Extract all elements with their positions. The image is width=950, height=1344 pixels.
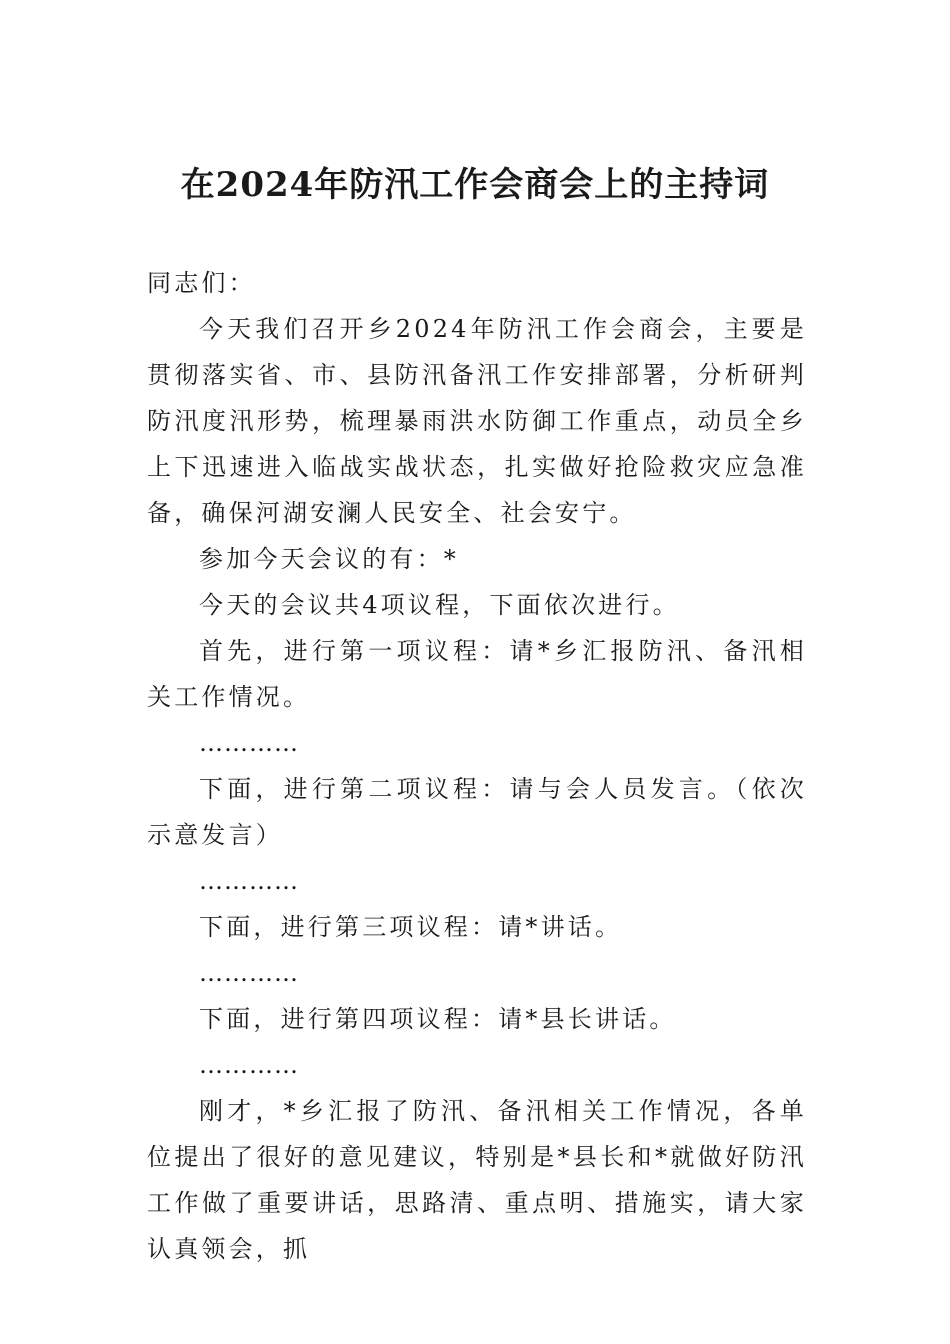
paragraph-agenda: 今天的会议共4项议程，下面依次进行。	[199, 591, 680, 619]
paragraph-item-1: 首先，进行第一项议程：请*乡汇报防汛、备汛相关工作情况。	[147, 637, 807, 711]
ellipsis: …………	[199, 959, 299, 987]
ellipsis: …………	[199, 1051, 299, 1079]
paragraph-intro: 今天我们召开乡2024年防汛工作会商会，主要是贯彻落实省、市、县防汛备汛工作安排部署，分析研判防汛度汛形势，梳理暴雨洪水防御工作重点，动员全乡上下迅速进入临战实战状态，扎实做好抢险救灾应急准备，确保河湖安澜人民安全、社会安宁。	[147, 315, 807, 527]
ellipsis: …………	[199, 867, 299, 895]
paragraph-item-4: 下面，进行第四项议程：请*县长讲话。	[199, 1005, 677, 1033]
paragraph-summary: 刚才，*乡汇报了防汛、备汛相关工作情况，各单位提出了很好的意见建议，特别是*县长和*就做好防汛工作做了重要讲话，思路清、重点明、措施实，请大家认真领会，抓	[147, 1097, 807, 1263]
salutation: 同志们：	[147, 269, 256, 297]
document-body	[147, 260, 807, 1272]
paragraph-item-2: 下面，进行第二项议程：请与会人员发言。（依次示意发言）	[147, 775, 807, 849]
paragraph-item-3: 下面，进行第三项议程：请*讲话。	[199, 913, 623, 941]
paragraph-attendees: 参加今天会议的有：*	[199, 545, 459, 573]
document-title: 在2024年防汛工作会商会上的主持词	[180, 165, 770, 205]
ellipsis: …………	[199, 729, 299, 757]
